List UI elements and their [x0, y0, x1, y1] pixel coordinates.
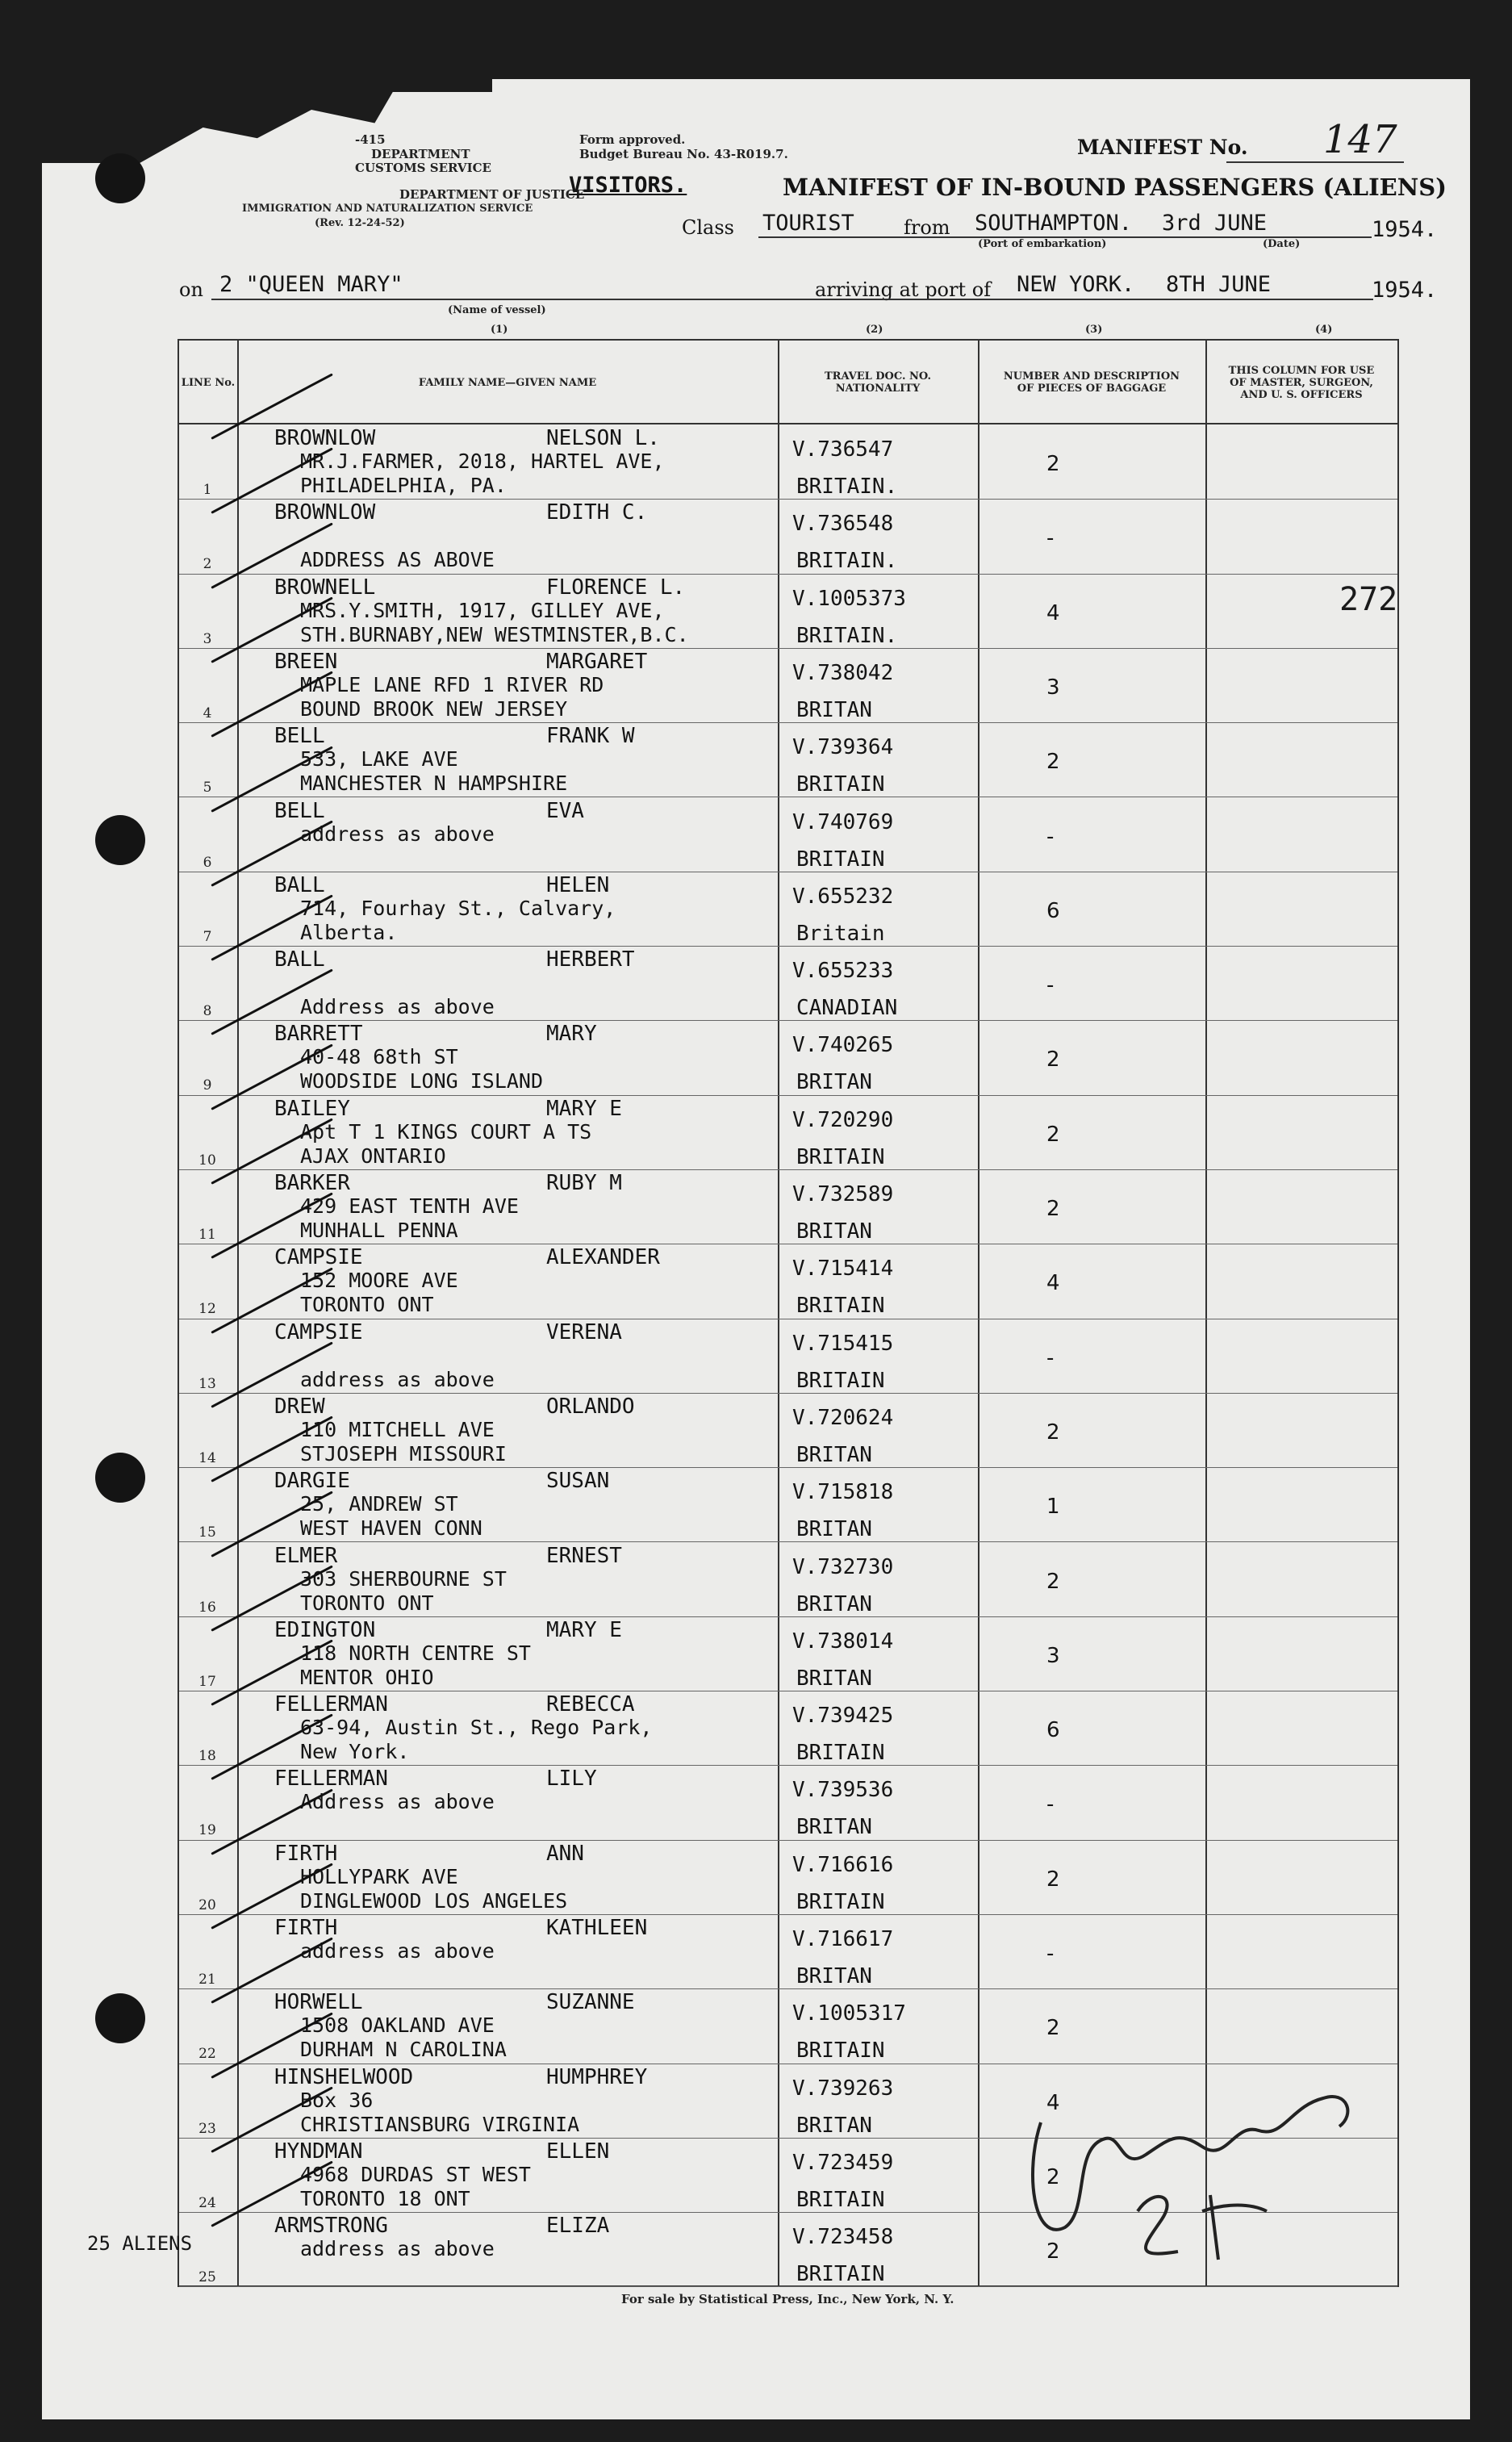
family-name: CAMPSIE — [274, 1245, 363, 1270]
vessel-underline — [211, 299, 1373, 300]
table-row — [179, 1914, 1397, 1989]
family-name: BALL — [274, 947, 325, 972]
nationality: BRITAIN — [796, 1144, 885, 1169]
nationality: BRITAIN — [796, 772, 885, 797]
punch-hole — [95, 153, 145, 203]
nationality: BRITAIN — [796, 847, 885, 872]
given-name: SUSAN — [546, 1469, 610, 1494]
address-line-2: Address as above — [300, 995, 495, 1019]
line-number: 25 — [198, 2269, 216, 2286]
table-row — [179, 1616, 1397, 1691]
given-name: ORLANDO — [546, 1394, 635, 1419]
family-name: FIRTH — [274, 1916, 338, 1940]
line-number: 6 — [203, 854, 212, 871]
given-name: FRANK W — [546, 724, 635, 749]
line-number: 21 — [198, 1972, 216, 1988]
baggage-count: 3 — [1046, 1643, 1060, 1668]
dept-line-3: DEPARTMENT OF JUSTICE — [399, 187, 585, 202]
family-name: ARMSTRONG — [274, 2214, 388, 2239]
nationality: BRITAIN — [796, 2038, 885, 2064]
passenger-table — [178, 339, 1399, 2287]
class-label: Class — [682, 216, 734, 239]
address-line-1: 152 MOORE AVE — [300, 1269, 458, 1293]
given-name: HUMPHREY — [546, 2064, 648, 2089]
address-line-1: HOLLYPARK AVE — [300, 1864, 458, 1888]
travel-doc-number: V.739263 — [792, 2076, 894, 2101]
table-row — [179, 1393, 1397, 1468]
baggage-count: - — [1046, 824, 1055, 849]
travel-doc-number: V.740769 — [792, 809, 894, 834]
baggage-count: 3 — [1046, 675, 1060, 700]
given-name: HERBERT — [546, 947, 635, 972]
nationality: BRITAIN — [796, 1368, 885, 1393]
form-approved: Form approved. — [579, 132, 686, 147]
address-line-2: AJAX ONTARIO — [300, 1144, 446, 1168]
nationality: CANADIAN — [796, 996, 898, 1021]
given-name: REBECCA — [546, 1692, 635, 1717]
address-line-1: 25, ANDREW ST — [300, 1492, 458, 1516]
nationality: BRITAIN — [796, 1741, 885, 1766]
punch-hole — [95, 815, 145, 865]
manifest-no-value: 147 — [1323, 117, 1397, 162]
nationality: BRITAN — [796, 1070, 872, 1095]
family-name: DARGIE — [274, 1469, 350, 1494]
travel-doc-number: V.715415 — [792, 1331, 894, 1356]
given-name: ALEXANDER — [546, 1245, 660, 1270]
line-number: 17 — [198, 1673, 216, 1690]
nationality: BRITAIN. — [796, 549, 898, 574]
line-number: 20 — [198, 1896, 216, 1913]
family-name: BROWNLOW — [274, 426, 376, 450]
line-number: 2 — [203, 556, 212, 573]
embarkation-port: SOUTHAMPTON. — [975, 211, 1133, 236]
punch-hole — [95, 1993, 145, 2043]
nationality: BRITAIN. — [796, 623, 898, 648]
baggage-count: 6 — [1046, 1718, 1060, 1743]
baggage-count: 4 — [1046, 1271, 1060, 1296]
travel-doc-number: V.740265 — [792, 1033, 894, 1058]
family-name: FIRTH — [274, 1841, 338, 1866]
table-row — [179, 1244, 1397, 1319]
class-value: TOURIST — [762, 211, 854, 236]
line-number: 12 — [198, 1301, 216, 1318]
given-name: ANN — [546, 1841, 584, 1866]
line-number: 8 — [203, 1003, 212, 1020]
baggage-count: 2 — [1046, 2239, 1060, 2264]
family-name: BARKER — [274, 1171, 350, 1195]
family-name: FELLERMAN — [274, 1767, 388, 1792]
table-row — [179, 1319, 1397, 1394]
travel-doc-number: V.1005373 — [792, 586, 906, 611]
nationality: BRITAN — [796, 1815, 872, 1840]
address-line-2: MUNHALL PENNA — [300, 1219, 458, 1242]
nationality: BRITAN — [796, 1964, 872, 1988]
table-row — [179, 1542, 1397, 1617]
address-line-1: address as above — [300, 822, 495, 846]
aliens-count: 25 ALIENS — [87, 2232, 193, 2255]
manifest-no-label: MANIFEST No. — [1077, 136, 1248, 159]
baggage-count: 4 — [1046, 2090, 1060, 2115]
nationality: BRITAN — [796, 1219, 872, 1244]
line-number: 19 — [198, 1822, 216, 1839]
baggage-count: - — [1046, 1345, 1055, 1370]
baggage-count: 1 — [1046, 1495, 1060, 1520]
col-number-4: (4) — [1315, 324, 1333, 336]
given-name: VERENA — [546, 1319, 622, 1344]
address-line-1: 40-48 68th ST — [300, 1045, 458, 1069]
address-line-2: TORONTO ONT — [300, 1591, 434, 1615]
nationality: BRITAN — [796, 1517, 872, 1542]
given-name: ELLEN — [546, 2139, 610, 2164]
family-name: BREEN — [274, 649, 338, 674]
visitors-label: VISITORS. — [569, 173, 687, 198]
address-line-1: 303 SHERBOURNE ST — [300, 1566, 507, 1591]
line-number: 22 — [198, 2046, 216, 2063]
manifest-title: MANIFEST OF IN-BOUND PASSENGERS (ALIENS) — [783, 174, 1447, 201]
address-line-2: DURHAM N CAROLINA — [300, 2038, 507, 2062]
address-line-2: WOODSIDE LONG ISLAND — [300, 1069, 544, 1093]
nationality: BRITAIN — [796, 2262, 885, 2287]
family-name: EDINGTON — [274, 1617, 376, 1642]
address-line-2: ADDRESS AS ABOVE — [300, 548, 495, 572]
line-number: 7 — [203, 928, 212, 945]
line-number: 1 — [203, 482, 212, 498]
table-row — [179, 424, 1397, 500]
address-line-1: 63-94, Austin St., Rego Park, — [300, 1716, 653, 1740]
given-name: ERNEST — [546, 1543, 622, 1568]
table-row — [179, 1020, 1397, 1095]
baggage-count: 4 — [1046, 600, 1060, 625]
budget-bureau: Budget Bureau No. 43-R019.7. — [579, 147, 788, 161]
family-name: BELL — [274, 724, 325, 749]
given-name: SUZANNE — [546, 1990, 635, 2015]
family-name: BELL — [274, 798, 325, 823]
line-number: 4 — [203, 705, 212, 721]
address-line-2: MANCHESTER N HAMPSHIRE — [300, 771, 568, 796]
address-line-2: address as above — [300, 1367, 495, 1391]
travel-doc-number: V.715818 — [792, 1480, 894, 1505]
travel-doc-number: V.1005317 — [792, 2001, 906, 2026]
line-number: 23 — [198, 2120, 216, 2137]
address-line-2: PHILADELPHIA, PA. — [300, 474, 507, 497]
address-line-1: address as above — [300, 2237, 495, 2261]
table-row — [179, 648, 1397, 723]
baggage-count: 2 — [1046, 452, 1060, 476]
embarkation-caption: (Port of embarkation) — [978, 238, 1107, 250]
family-name: BROWNLOW — [274, 500, 376, 525]
address-line-1: Apt T 1 KINGS COURT A TS — [300, 1119, 592, 1144]
address-line-2: BOUND BROOK NEW JERSEY — [300, 696, 568, 721]
travel-doc-number: V.736548 — [792, 512, 894, 537]
officer-signature — [1017, 2050, 1388, 2268]
address-line-2: MENTOR OHIO — [300, 1665, 434, 1689]
travel-doc-number: V.732589 — [792, 1182, 894, 1206]
officer-note: 272 — [1339, 581, 1398, 618]
table-row — [179, 722, 1397, 797]
travel-doc-number: V.723458 — [792, 2225, 894, 2250]
given-name: RUBY M — [546, 1171, 622, 1195]
address-line-2: WEST HAVEN CONN — [300, 1516, 482, 1541]
line-number: 24 — [198, 2194, 216, 2211]
line-number: 14 — [198, 1449, 216, 1466]
form-number: -415 — [355, 132, 386, 147]
address-line-2: CHRISTIANSBURG VIRGINIA — [300, 2112, 580, 2136]
baggage-count: 2 — [1046, 1047, 1060, 1073]
address-line-1: MAPLE LANE RFD 1 RIVER RD — [300, 672, 604, 696]
baggage-count: - — [1046, 973, 1055, 998]
baggage-count: 2 — [1046, 1420, 1060, 1445]
baggage-count: 6 — [1046, 898, 1060, 923]
nationality: BRITAIN. — [796, 475, 898, 499]
nationality: BRITAN — [796, 2113, 872, 2138]
line-number: 15 — [198, 1524, 216, 1541]
table-row — [179, 1169, 1397, 1244]
family-name: BAILEY — [274, 1096, 350, 1121]
punch-hole — [95, 1453, 145, 1503]
nationality: BRITAN — [796, 1591, 872, 1616]
given-name: EVA — [546, 798, 584, 823]
from-label: from — [904, 216, 950, 239]
date-caption: (Date) — [1263, 238, 1301, 250]
baggage-count: 2 — [1046, 1867, 1060, 1892]
family-name: CAMPSIE — [274, 1319, 363, 1344]
address-line-2: New York. — [300, 1740, 410, 1764]
line-number: 18 — [198, 1748, 216, 1765]
address-line-1: Address as above — [300, 1790, 495, 1814]
address-line-1: 533, LAKE AVE — [300, 747, 458, 771]
nationality: BRITAN — [796, 697, 872, 722]
baggage-count: 2 — [1046, 1197, 1060, 1221]
col-header-line-no: LINE No. — [181, 376, 236, 389]
baggage-count: 2 — [1046, 1122, 1060, 1147]
table-row — [179, 499, 1397, 574]
address-line-1: Box 36 — [300, 2088, 374, 2112]
given-name: MARY E — [546, 1096, 622, 1121]
given-name: MARY E — [546, 1617, 622, 1642]
col-header-name: FAMILY NAME—GIVEN NAME — [418, 376, 597, 389]
address-line-1: 4968 DURDAS ST WEST — [300, 2162, 531, 2186]
address-line-1: 110 MITCHELL AVE — [300, 1417, 495, 1441]
table-row — [179, 797, 1397, 872]
dept-line-4: IMMIGRATION AND NATURALIZATION SERVICE — [242, 203, 533, 215]
given-name: KATHLEEN — [546, 1916, 648, 1940]
col-number-3: (3) — [1085, 324, 1103, 336]
travel-doc-number: V.736547 — [792, 437, 894, 462]
nationality: Britain — [796, 921, 885, 946]
address-line-1: 1508 OAKLAND AVE — [300, 2013, 495, 2038]
nationality: BRITAN — [796, 1666, 872, 1691]
travel-doc-number: V.738014 — [792, 1629, 894, 1654]
family-name: FELLERMAN — [274, 1692, 388, 1717]
line-number: 13 — [198, 1375, 216, 1392]
travel-doc-number: V.732730 — [792, 1554, 894, 1579]
table-row — [179, 1840, 1397, 1915]
travel-doc-number: V.720290 — [792, 1107, 894, 1132]
address-line-2: STH.BURNABY,NEW WESTMINSTER,B.C. — [300, 622, 689, 646]
travel-doc-number: V.739364 — [792, 735, 894, 760]
nationality: BRITAIN — [796, 1889, 885, 1914]
col-header-baggage: NUMBER AND DESCRIPTION OF PIECES OF BAGGAGE — [1003, 370, 1180, 395]
line-number: 10 — [198, 1152, 216, 1169]
nationality: BRITAN — [796, 1442, 872, 1467]
travel-doc-number: V.723459 — [792, 2150, 894, 2175]
given-name: MARGARET — [546, 649, 648, 674]
vessel-caption: (Name of vessel) — [448, 304, 546, 316]
dept-line-1: DEPARTMENT — [371, 147, 470, 161]
baggage-count: - — [1046, 526, 1055, 551]
table-row — [179, 1095, 1397, 1170]
arriving-label: arriving at port of — [815, 278, 992, 301]
family-name: DREW — [274, 1394, 325, 1419]
embarkation-year: 1954. — [1372, 217, 1438, 242]
address-line-1: address as above — [300, 1939, 495, 1963]
travel-doc-number: V.655233 — [792, 959, 894, 984]
given-name: MARY — [546, 1022, 597, 1047]
table-row — [179, 1765, 1397, 1840]
address-line-1: 118 NORTH CENTRE ST — [300, 1641, 531, 1665]
table-row — [179, 1691, 1397, 1766]
table-row — [179, 1467, 1397, 1542]
class-underline — [758, 236, 1372, 238]
address-line-2: TORONTO 18 ONT — [300, 2186, 470, 2210]
baggage-count: 2 — [1046, 1569, 1060, 1594]
family-name: BARRETT — [274, 1022, 363, 1047]
family-name: HINSHELWOOD — [274, 2064, 414, 2089]
line-number: 11 — [198, 1227, 216, 1243]
manifest-no-line — [1226, 161, 1404, 163]
vessel-name: 2 "QUEEN MARY" — [219, 272, 403, 297]
travel-doc-number: V.716616 — [792, 1852, 894, 1877]
address-line-2: Alberta. — [300, 920, 398, 944]
line-number: 3 — [203, 630, 212, 647]
printer-footer: For sale by Statistical Press, Inc., New York, N. Y. — [621, 2292, 954, 2306]
baggage-count: 2 — [1046, 2164, 1060, 2189]
given-name: LILY — [546, 1767, 597, 1792]
given-name: HELEN — [546, 872, 610, 897]
baggage-count: 2 — [1046, 750, 1060, 775]
row-divider — [179, 2286, 1397, 2287]
given-name: FLORENCE L. — [546, 575, 686, 600]
col-number-1: (1) — [491, 324, 508, 336]
family-name: ELMER — [274, 1543, 338, 1568]
travel-doc-number: V.738042 — [792, 660, 894, 685]
travel-doc-number: V.715414 — [792, 1257, 894, 1282]
table-row — [179, 872, 1397, 947]
given-name: EDITH C. — [546, 500, 648, 525]
table-row — [179, 946, 1397, 1021]
nationality: BRITAIN — [796, 2187, 885, 2212]
col-header-officers: THIS COLUMN FOR USE OF MASTER, SURGEON, AND U. S. OFFICERS — [1228, 364, 1375, 401]
dept-line-5: (Rev. 12-24-52) — [315, 217, 405, 229]
baggage-count: - — [1046, 1942, 1055, 1966]
travel-doc-number: V.720624 — [792, 1405, 894, 1430]
line-number: 16 — [198, 1599, 216, 1616]
address-line-1: MR.J.FARMER, 2018, HARTEL AVE, — [300, 450, 665, 473]
address-line-1: 714, Fourhay St., Calvary, — [300, 896, 616, 920]
arrival-year: 1954. — [1372, 278, 1438, 303]
table-row — [179, 574, 1397, 649]
col-number-2: (2) — [866, 324, 883, 336]
travel-doc-number: V.739425 — [792, 1704, 894, 1729]
col-header-travel-doc: TRAVEL DOC. NO. NATIONALITY — [824, 370, 932, 395]
given-name: ELIZA — [546, 2214, 610, 2239]
line-number: 5 — [203, 780, 212, 797]
baggage-count: - — [1046, 1792, 1055, 1817]
family-name: HORWELL — [274, 1990, 363, 2015]
baggage-count: 2 — [1046, 2016, 1060, 2041]
family-name: HYNDMAN — [274, 2139, 363, 2164]
nationality: BRITAIN — [796, 1294, 885, 1319]
travel-doc-number: V.739536 — [792, 1778, 894, 1803]
address-line-2: STJOSEPH MISSOURI — [300, 1441, 507, 1466]
arrival-date: 8TH JUNE — [1166, 272, 1272, 297]
family-name: BALL — [274, 872, 325, 897]
address-line-1: 429 EAST TENTH AVE — [300, 1194, 519, 1218]
address-line-1: MRS.Y.SMITH, 1917, GILLEY AVE, — [300, 598, 665, 622]
travel-doc-number: V.716617 — [792, 1927, 894, 1951]
address-line-2: TORONTO ONT — [300, 1293, 434, 1317]
arrival-port: NEW YORK. — [1017, 272, 1135, 297]
dept-line-2: CUSTOMS SERVICE — [355, 161, 491, 175]
travel-doc-number: V.655232 — [792, 884, 894, 909]
line-number: 9 — [203, 1077, 212, 1094]
given-name: NELSON L. — [546, 426, 660, 450]
embarkation-date: 3rd JUNE — [1162, 211, 1268, 236]
address-line-2: DINGLEWOOD LOS ANGELES — [300, 1888, 568, 1913]
on-label: on — [179, 278, 203, 301]
family-name: BROWNELL — [274, 575, 376, 600]
